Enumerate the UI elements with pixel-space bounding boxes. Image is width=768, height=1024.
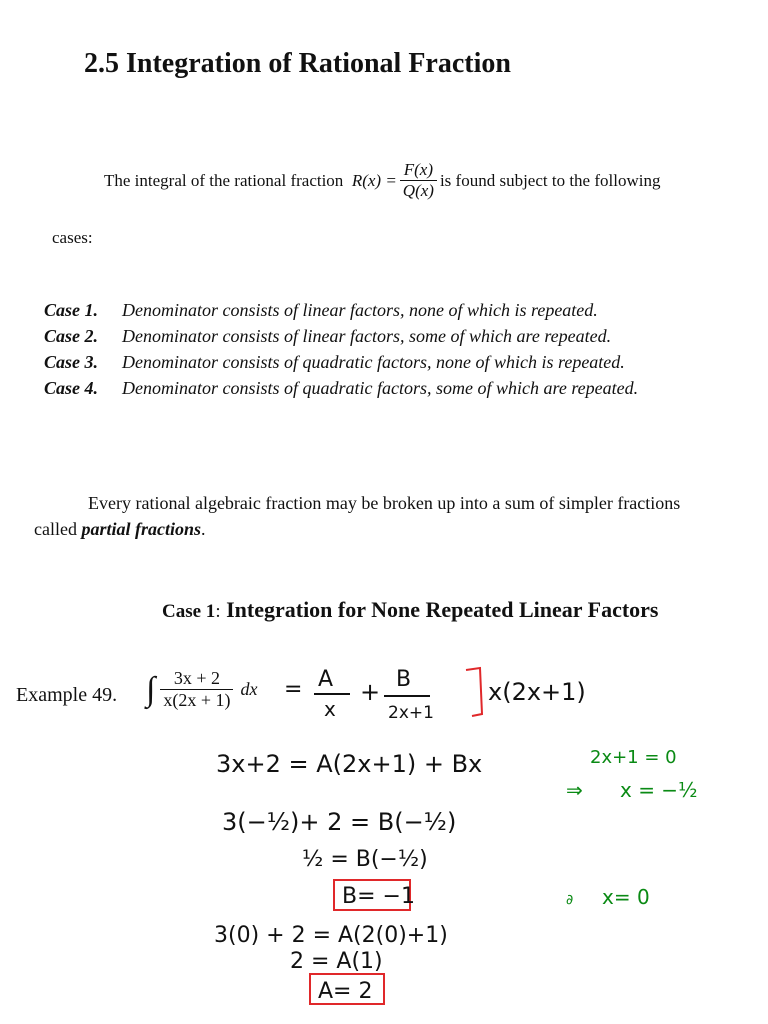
fraction-denominator: Q(x) [400,180,437,201]
hw-plus: + [360,678,381,706]
integrand-numerator: 3x + 2 [173,668,220,688]
case-text: Denominator consists of linear factors, some of which are repeated. [122,326,612,346]
hw-box1: B= −1 [342,884,415,909]
hw-x-denominator: x [324,697,336,721]
case1-title: Integration for None Repeated Linear Factors [226,597,659,622]
hw-green-arrow: ⇒ [566,778,583,802]
integral-dx: dx [240,679,258,699]
partial-fractions-line1: Every rational algebraic fraction may be broken up into a sum of simpler fractions [88,493,681,513]
hw-line2: 3(−½)+ 2 = B(−½) [222,808,457,836]
example-label: Example 49. [16,684,118,706]
hw-line4: 3(0) + 2 = A(2(0)+1) [214,923,448,948]
case-text: Denominator consists of quadratic factors, some of which are repeated. [122,378,639,398]
hw-eq-sign: = [284,677,303,702]
hw-A: A [318,667,334,692]
case-label: Case 4. [44,378,98,398]
page-title: 2.5 Integration of Rational Fraction [84,48,511,79]
case-label: Case 1. [44,300,98,320]
integral-sign-icon: ∫ [146,670,156,708]
hw-line3: ½ = B(−½) [302,847,428,872]
hw-red-bracket-icon [466,668,482,716]
case-label: Case 2. [44,326,98,346]
hw-B: B [396,667,412,692]
hw-green-x0: x= 0 [602,885,650,909]
case1-label: Case 1 [162,601,216,622]
line2-prefix: called [34,519,77,539]
case-text: Denominator consists of quadratic factors, none of which is repeated. [122,352,625,372]
line2-suffix: . [201,519,206,539]
intro-continuation: cases: [52,228,93,247]
hw-line5: 2 = A(1) [290,949,383,974]
integrand-denominator: x(2x + 1) [160,689,233,711]
hw-green-solution: x = −½ [620,778,698,802]
case1-sep: : [215,601,221,622]
case-text: Denominator consists of linear factors, none of which is repeated. [122,300,598,320]
hw-line1: 3x+2 = A(2x+1) + Bx [216,750,483,778]
intro-func: R(x) = [351,170,397,190]
intro-before: The integral of the rational fraction [104,170,344,190]
hw-multiplier: x(2x+1) [488,678,586,706]
hw-green-eq: 2x+1 = 0 [590,747,677,768]
intro-after: is found subject to the following [439,170,661,190]
hw-denominator-2x1: 2x+1 [388,703,434,723]
hw-green-mark: ∂ [566,892,574,908]
partial-fractions-term: partial fractions [81,519,201,539]
hw-box2: A= 2 [318,979,373,1004]
case-label: Case 3. [44,352,98,372]
fraction-numerator: F(x) [403,160,433,179]
